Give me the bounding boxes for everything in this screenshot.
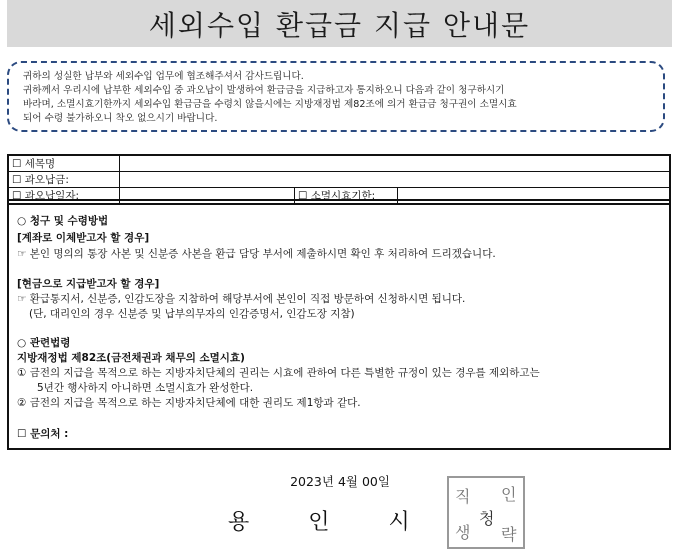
law-item-2: ② 금전의 지급을 목적으로 하는 지방자치단체에 대한 권리도 제1항과 같다.: [17, 397, 361, 409]
claim-heading: ○ 청구 및 수령방법: [17, 215, 109, 227]
seal-char: 생: [455, 523, 471, 542]
expiry-date-label: ☐ 소멸시효기한:: [295, 188, 398, 205]
law-heading: ○ 관련법령: [17, 337, 71, 349]
law-subtitle: 지방재정법 제82조(금전채권과 채무의 소멸시효): [17, 352, 245, 364]
law-item-1: ① 금전의 지급을 목적으로 하는 지방자치단체의 권리는 시효에 관하여 다른 특별한 규정이 있는 경우를 제외하고는: [17, 367, 540, 379]
main-box: [7, 199, 671, 450]
seal-char: 인: [501, 485, 517, 504]
table-row: [8, 172, 670, 188]
title-bar: [7, 0, 672, 47]
item-name-label: ☐ 세목명: [8, 155, 120, 172]
cash-note: (단, 대리인의 경우 신분증 및 납부의무자의 인감증명서, 인감도장 지참): [29, 308, 355, 320]
account-title: [계좌로 이체받고자 할 경우]: [17, 232, 150, 244]
page-title: 세외수입 환급금 지급 안내문: [148, 8, 531, 42]
cash-title: [현금으로 지급받고자 할 경우]: [17, 278, 160, 290]
seal-char: 청: [479, 509, 495, 528]
seal-omitted-stamp: [447, 476, 525, 549]
contact-label: ☐ 문의처 :: [17, 428, 69, 440]
notice-line: 바라며, 소멸시효기한까지 세외수입 환급금을 수령치 않을시에는 지방재정법 제82조에 의거 환급금 청구권이 소멸시효: [23, 99, 517, 110]
notice-box: [7, 61, 665, 132]
issue-date: 2023년 4월 00일: [290, 474, 390, 489]
notice-line: 귀하의 성실한 납부와 세외수입 업무에 협조해주셔서 감사드립니다.: [23, 71, 304, 82]
item-name-value: [120, 155, 671, 172]
notice-line: 되어 수령 불가하오니 착오 없으시기 바랍니다.: [23, 113, 218, 124]
info-table: [7, 154, 671, 205]
table-row: [8, 155, 670, 172]
law-item-1-cont: 5년간 행사하지 아니하면 소멸시효가 완성한다.: [37, 382, 254, 394]
notice-line: 귀하께서 우리시에 납부한 세외수입 중 과오납이 발생하여 환급금을 지급하고자 통지하오니 다음과 같이 청구하시기: [23, 85, 505, 96]
account-text: ☞ 본인 명의의 통장 사본 및 신분증 사본을 환급 담당 부서에 제출하시면 확인 후 처리하여 드리겠습니다.: [17, 248, 496, 260]
seal-char: 직: [455, 487, 471, 506]
overpaid-amount-label: ☐ 과오납금:: [8, 172, 120, 188]
overpaid-amount-value: [120, 172, 671, 188]
overpaid-date-label: ☐ 과오납일자:: [8, 188, 120, 205]
cash-text: ☞ 환급통지서, 신분증, 인감도장을 지참하여 해당부서에 본인이 직접 방문하여 신청하시면 됩니다.: [17, 293, 466, 305]
signer-name: 용 인 시: [228, 510, 436, 535]
seal-char: 략: [501, 525, 517, 544]
